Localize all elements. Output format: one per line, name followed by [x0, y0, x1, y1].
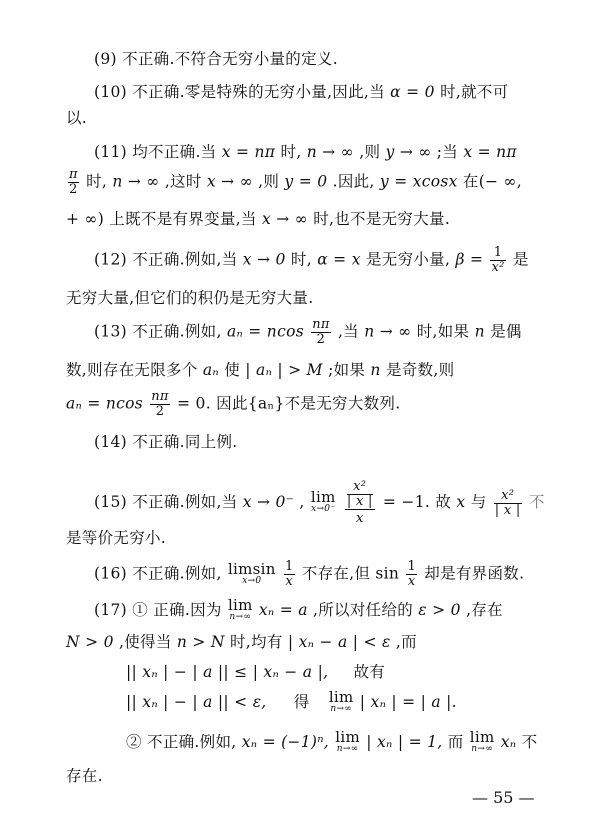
item-17-line4: || xₙ | − | a || < ε, 得 lim n→∞ | xₙ | = | a |. — [126, 688, 457, 714]
item-15-cont: 是等价无穷小. — [66, 529, 167, 547]
fraction-npi-over-2: $\frac{n\pi}{2}$ — [312, 317, 330, 347]
item-15: (15) 不正确.例如,当 x → 0⁻ , lim x→0⁻ $\frac{\frac{\text{x²}}{| x |}}{x}$ = −1. 故 x 与 $\frac{\text{x²}}{| x |}$ 不 — [94, 479, 545, 526]
item-17-line5: ② 不正确.例如, xₙ = (−1)ⁿ, lim n→∞ | xₙ | = 1, 而 lim n→∞ xₙ 不 — [126, 728, 538, 754]
item-14: (14) 不正确.同上例. — [94, 433, 238, 451]
item-10: (10) 不正确.零是特殊的无穷小量,因此,当 α = 0 时,就不可 — [94, 83, 509, 101]
fraction-x2-over-absx: $\frac{\text{x²}}{| x |}$ — [494, 487, 521, 518]
item-17: (17) ① 正确.因为 lim n→∞ xₙ = a ,所以对任给的 ε > 0 ,存在 — [94, 596, 503, 622]
fraction-one-over-x-squared: $\frac{1}{\text{x²}}$ — [491, 245, 505, 275]
compound-fraction: $\frac{\frac{\text{x²}}{| x |}}{x}$ — [346, 479, 373, 526]
fraction-one-over-x-b: $\frac{1}{x}$ — [407, 559, 417, 589]
limit-operator-xn: lim n→∞ — [469, 728, 495, 754]
item-13-line3: aₙ = ncos $\frac{n\pi}{2}$ = 0. 因此{aₙ}不是无穷大数列. — [66, 389, 401, 419]
page-number: — 55 — — [472, 788, 535, 807]
item-11-line3: + ∞) 上既不是有界变量,当 x → ∞ 时,也不是无穷大量. — [66, 210, 451, 228]
limit-operator-n: lim n→∞ — [227, 596, 253, 622]
item-12: (12) 不正确.例如,当 x → 0 时, α = x 是无穷小量, β = $\frac{1}{\text{x²}}$ 是 — [94, 245, 529, 275]
item-17-cont: 存在. — [66, 767, 103, 785]
item-13-line2: 数,则存在无限多个 aₙ 使 | aₙ | > M ;如果 n 是奇数,则 — [66, 361, 455, 379]
item-17-line2: N > 0 ,使得当 n > N 时,均有 | xₙ − a | < ε ,而 — [66, 633, 417, 651]
item-11-line2: $\frac{\pi}{2}$ 时, n → ∞ ,这时 x → ∞ ,则 y = 0 .因此, y = xcosx 在(− ∞, — [69, 167, 522, 197]
item-17-line3: || xₙ | − | a || ≤ | xₙ − a |, 故有 — [126, 663, 386, 681]
item-11: (11) 均不正确.当 x = nπ 时, n → ∞ ,则 y → ∞ ;当 x = nπ — [94, 143, 517, 161]
limit-operator-sin: limsin x→0 — [227, 559, 276, 586]
item-9: (9) 不正确.不符合无穷小量的定义. — [94, 50, 338, 68]
item-10-cont: 以. — [66, 109, 88, 127]
limit-operator-abs: lim n→∞ — [328, 688, 354, 714]
item-12-cont: 无穷大量,但它们的积仍是无穷大量. — [66, 289, 314, 307]
item-16: (16) 不正确.例如, limsin x→0 $\frac{1}{x}$ 不存在,但 sin $\frac{1}{x}$ 却是有界函数. — [94, 559, 525, 589]
fraction-pi-over-2: $\frac{\pi}{2}$ — [69, 167, 78, 197]
limit-operator-abs-b: lim n→∞ — [335, 728, 360, 754]
fraction-one-over-x: $\frac{1}{x}$ — [284, 559, 294, 589]
limit-operator: lim x→0⁻ — [310, 488, 336, 514]
fraction-npi-over-2-b: $\frac{n\pi}{2}$ — [151, 389, 169, 419]
item-13: (13) 不正确.例如, aₙ = ncos $\frac{n\pi}{2}$ ,当 n → ∞ 时,如果 n 是偶 — [94, 317, 522, 347]
